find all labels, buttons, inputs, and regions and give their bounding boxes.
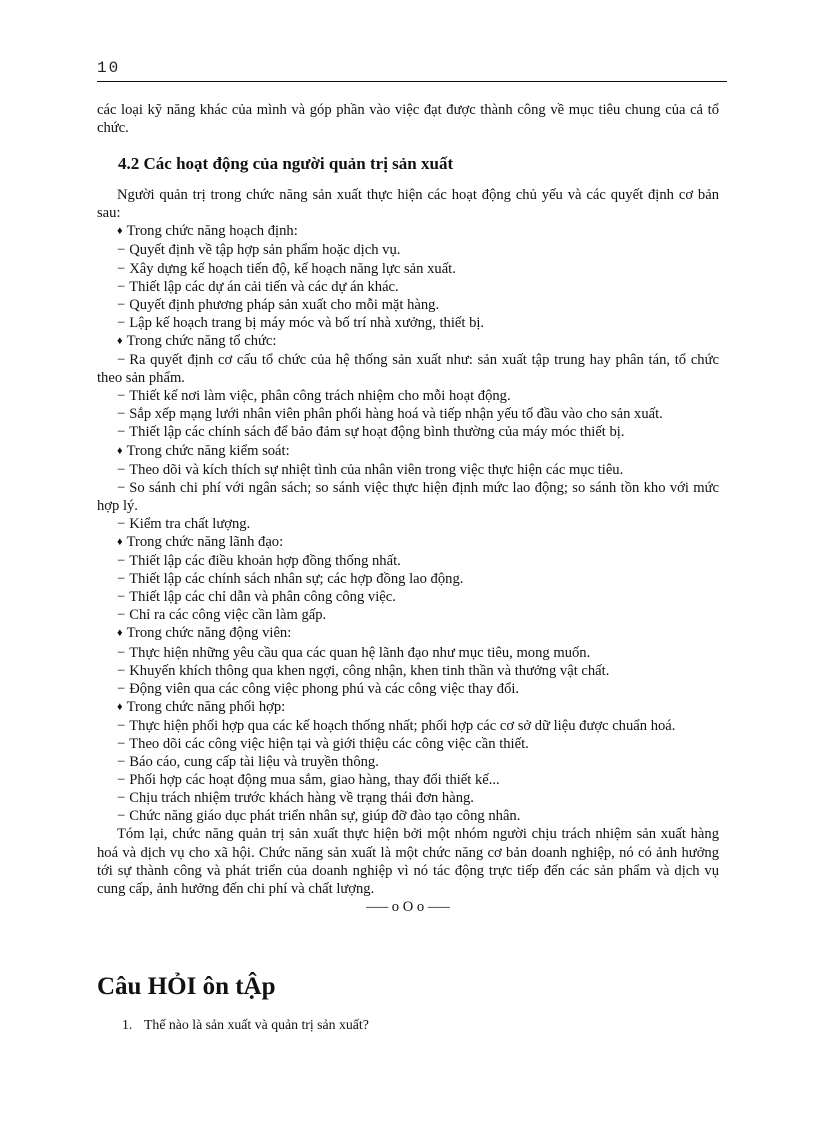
list-item-text: Thiết lập các điều khoản hợp đồng thống nhất. <box>129 553 401 570</box>
dash-bullet-icon: − <box>117 278 126 295</box>
list-item-text: Kiểm tra chất lượng. <box>129 515 251 532</box>
group-heading-text: Trong chức năng lãnh đạo: <box>126 533 284 550</box>
list-item <box>97 606 719 624</box>
list-item-text: Theo dõi và kích thích sự nhiệt tình của nhân viên trong việc thực hiện các mục tiêu. <box>129 461 624 478</box>
dash-bullet-icon: − <box>117 644 126 661</box>
diamond-bullet-icon: ♦ <box>117 535 123 548</box>
list-item <box>97 753 719 771</box>
conclusion-paragraph: Tóm lại, chức năng quản trị sản xuất thực hiện bởi một nhóm người chịu trách nhiệm sản xuất hàng hoá và dịch vụ cho xã hội. Chức năng sản xuất là một chức năng cơ bản doanh nghiệp, nó có ảnh hưởng tới sự thành công và phát triển của doanh nghiệp vì nó tác động trực tiếp đến các sản phẩm và dịch vụ cung cấp, ảnh hưởng đến chi phí và chất lượng. <box>97 826 719 897</box>
diamond-bullet-icon: ♦ <box>117 444 123 457</box>
list-item <box>97 351 719 387</box>
group-heading <box>97 332 719 351</box>
list-item-text: Động viên qua các công việc phong phú và các công việc thay đổi. <box>129 680 520 697</box>
group-heading <box>97 222 719 241</box>
list-item <box>97 241 719 259</box>
list-item-text: Thiết lập các chính sách nhân sự; các hợp đồng lao động. <box>129 571 464 588</box>
dash-bullet-icon: − <box>117 479 126 496</box>
review-question-list <box>122 1017 369 1033</box>
page-body <box>97 101 719 916</box>
list-item <box>97 771 719 789</box>
dash-bullet-icon: − <box>117 515 126 532</box>
list-item-text: Theo dõi các công việc hiện tại và giới thiệu các công việc cần thiết. <box>129 736 529 752</box>
group-heading-text: Trong chức năng tổ chức: <box>126 332 277 349</box>
list-item <box>97 260 719 278</box>
list-item <box>97 296 719 314</box>
list-item-text: Khuyến khích thông qua khen ngợi, công nhận, khen tinh thần và thưởng vật chất. <box>129 662 610 679</box>
list-item-text: Thiết lập các chỉ dẫn và phân công công việc. <box>129 589 396 606</box>
dash-bullet-icon: − <box>117 717 126 734</box>
dash-bullet-icon: − <box>117 424 126 441</box>
list-item-text: Thực hiện những yêu cầu qua các quan hệ lãnh đạo như mục tiêu, mong muốn. <box>129 644 591 661</box>
list-item <box>97 405 719 423</box>
list-item-text: Sắp xếp mạng lưới nhân viên phân phối hàng hoá và tiếp nhận yếu tố đầu vào cho sản xuất. <box>129 406 663 423</box>
list-item <box>97 662 719 680</box>
diamond-bullet-icon: ♦ <box>117 334 123 347</box>
diamond-bullet-icon: ♦ <box>117 700 123 713</box>
list-item <box>97 807 719 825</box>
intro-paragraph: các loại kỹ năng khác của mình và góp phần vào việc đạt được thành công về mục tiêu chung của cả tổ chức. <box>97 102 719 137</box>
list-item-text: Thiết kế nơi làm việc, phân công trách nhiệm cho mỗi hoạt động. <box>129 388 511 405</box>
list-item <box>97 644 719 662</box>
dash-bullet-icon: − <box>117 553 126 570</box>
review-heading: Câu HỎI ôn tẬp <box>97 973 276 1000</box>
list-item-text: Phối hợp các hoạt động mua sắm, giao hàng, thay đổi thiết kế... <box>129 772 500 789</box>
list-item-text: Ra quyết định cơ cấu tổ chức của hệ thống sản xuất như: sản xuất tập trung hay phân tán, tổ chức theo sản phẩm. <box>97 352 719 387</box>
group-heading <box>97 442 719 461</box>
question-text: Thế nào là sản xuất và quản trị sản xuất? <box>144 1017 369 1032</box>
list-item-text: Lập kế hoạch trang bị máy móc và bố trí nhà xưởng, thiết bị. <box>129 314 485 331</box>
list-item <box>97 278 719 296</box>
dash-bullet-icon: − <box>117 680 126 697</box>
dash-bullet-icon: − <box>117 662 126 679</box>
list-item <box>97 570 719 588</box>
list-item-text: Chức năng giáo dục phát triển nhân sự, giúp đỡ đào tạo công nhân. <box>129 808 521 825</box>
list-item <box>97 588 719 606</box>
list-item-text: Chỉ ra các công việc cần làm gấp. <box>129 607 327 624</box>
list-item <box>97 461 719 479</box>
dash-bullet-icon: − <box>117 314 126 331</box>
list-item <box>97 479 719 515</box>
review-question <box>122 1017 369 1033</box>
group-heading-text: Trong chức năng hoạch định: <box>126 223 298 240</box>
dash-bullet-icon: − <box>117 242 126 259</box>
question-number: 1. <box>122 1017 133 1032</box>
dash-bullet-icon: − <box>117 296 126 313</box>
activity-groups <box>97 222 719 825</box>
list-item <box>97 314 719 332</box>
list-item-text: Xây dựng kế hoạch tiến độ, kế hoạch năng lực sản xuất. <box>129 260 456 277</box>
dash-bullet-icon: − <box>117 352 126 369</box>
list-item <box>97 717 719 735</box>
group-heading-text: Trong chức năng kiểm soát: <box>126 442 290 459</box>
section-heading: 4.2 Các hoạt động của người quản trị sản xuất <box>118 154 454 174</box>
group-heading <box>97 533 719 552</box>
dash-bullet-icon: − <box>117 589 126 606</box>
list-item <box>97 387 719 405</box>
list-item-text: Thiết lập các dự án cải tiến và các dự án khác. <box>129 278 399 295</box>
dash-bullet-icon: − <box>117 260 126 277</box>
list-item-text: Báo cáo, cung cấp tài liệu và truyền thông. <box>129 754 379 771</box>
group-heading <box>97 698 719 717</box>
list-item <box>97 515 719 533</box>
dash-bullet-icon: − <box>117 461 126 478</box>
dash-bullet-icon: − <box>117 808 126 825</box>
dash-bullet-icon: − <box>117 388 126 405</box>
list-item <box>97 735 719 753</box>
section-separator: —– o O o —– <box>366 898 450 915</box>
dash-bullet-icon: − <box>117 406 126 423</box>
section-lead: Người quản trị trong chức năng sản xuất thực hiện các hoạt động chủ yếu và các quyết định cơ bản sau: <box>97 187 719 222</box>
list-item <box>97 552 719 570</box>
list-item-text: Quyết định về tập hợp sản phẩm hoặc dịch vụ. <box>129 242 401 259</box>
group-heading-text: Trong chức năng phối hợp: <box>126 698 286 715</box>
dash-bullet-icon: − <box>117 790 126 807</box>
dash-bullet-icon: − <box>117 754 126 771</box>
dash-bullet-icon: − <box>117 571 126 588</box>
list-item <box>97 423 719 441</box>
list-item-text: So sánh chi phí với ngân sách; so sánh việc thực hiện định mức lao động; so sánh tồn kho với mức hợp lý. <box>97 479 719 514</box>
diamond-bullet-icon: ♦ <box>117 627 123 640</box>
dash-bullet-icon: − <box>117 607 126 624</box>
list-item <box>97 680 719 698</box>
list-item <box>97 789 719 807</box>
dash-bullet-icon: − <box>117 772 126 789</box>
group-heading-text: Trong chức năng động viên: <box>126 625 292 642</box>
header-rule <box>97 81 727 82</box>
list-item-text: Chịu trách nhiệm trước khách hàng về trạng thái đơn hàng. <box>129 790 474 807</box>
page-number: 10 <box>97 59 121 77</box>
diamond-bullet-icon: ♦ <box>117 225 123 238</box>
group-heading <box>97 624 719 643</box>
dash-bullet-icon: − <box>117 736 126 752</box>
list-item-text: Quyết định phương pháp sản xuất cho mỗi mặt hàng. <box>129 296 440 313</box>
list-item-text: Thiết lập các chính sách để bảo đảm sự hoạt động bình thường của máy móc thiết bị. <box>129 424 625 441</box>
list-item-text: Thực hiện phối hợp qua các kế hoạch thống nhất; phối hợp các cơ sở dữ liệu được chuẩn hoá. <box>129 717 676 734</box>
